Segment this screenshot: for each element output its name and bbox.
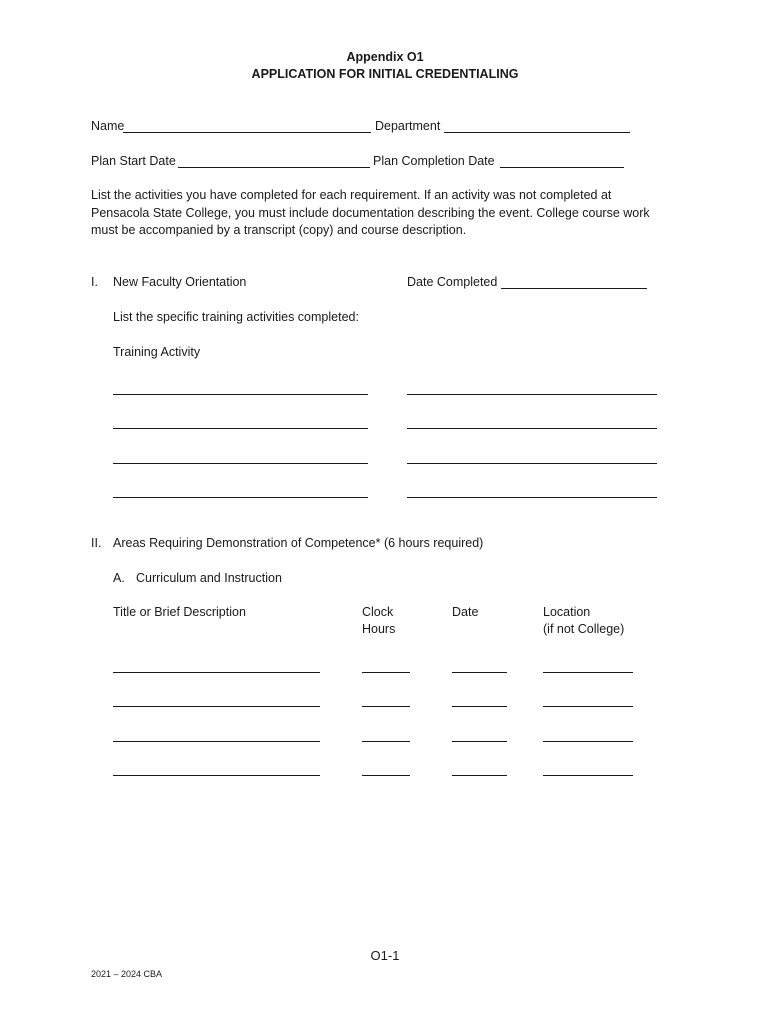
location-header-line2: (if not College): [543, 622, 625, 636]
subsection-a-heading: Curriculum and Instruction: [136, 571, 282, 585]
page-number: O1-1: [370, 948, 400, 963]
training-activity-label: Training Activity: [113, 345, 201, 359]
appendix-label: Appendix O1: [346, 50, 424, 64]
curriculum-title-field-4[interactable]: [113, 775, 320, 776]
curriculum-location-field-4[interactable]: [543, 775, 633, 776]
curriculum-title-field-2[interactable]: [113, 706, 320, 707]
plan-completion-label: Plan Completion Date: [373, 154, 495, 168]
title-column-header: Title or Brief Description: [113, 605, 246, 619]
training-activity-field-1a[interactable]: [113, 394, 368, 395]
curriculum-date-field-3[interactable]: [452, 741, 507, 742]
curriculum-hours-field-1[interactable]: [362, 672, 410, 673]
plan-start-field[interactable]: [178, 167, 370, 168]
name-field-label: Name: [91, 119, 125, 133]
training-activity-field-4b[interactable]: [407, 497, 657, 498]
date-completed-label: Date Completed: [407, 275, 498, 289]
date-completed-field[interactable]: [501, 288, 647, 289]
training-activity-field-2a[interactable]: [113, 428, 368, 429]
contract-footer: 2021 – 2024 CBA: [91, 969, 163, 979]
curriculum-hours-field-4[interactable]: [362, 775, 410, 776]
location-header-line1: Location: [543, 605, 591, 619]
date-column-header: Date: [452, 605, 479, 619]
department-field-label: Department: [375, 119, 441, 133]
training-activity-field-2b[interactable]: [407, 428, 657, 429]
curriculum-date-field-2[interactable]: [452, 706, 507, 707]
subsection-a-letter: A.: [113, 571, 125, 585]
plan-start-label: Plan Start Date: [91, 154, 176, 168]
training-prompt: List the specific training activities completed:: [113, 310, 359, 324]
department-field[interactable]: [444, 132, 630, 133]
curriculum-date-field-4[interactable]: [452, 775, 507, 776]
curriculum-hours-field-2[interactable]: [362, 706, 410, 707]
section1-heading: New Faculty Orientation: [113, 275, 247, 289]
section2-numeral: II.: [91, 536, 102, 550]
section1-numeral: I.: [91, 275, 98, 289]
curriculum-location-field-3[interactable]: [543, 741, 633, 742]
page-title: APPLICATION FOR INITIAL CREDENTIALING: [251, 67, 519, 81]
curriculum-title-field-3[interactable]: [113, 741, 320, 742]
clock-hours-header-line2: Hours: [362, 622, 396, 636]
name-field[interactable]: [123, 132, 371, 133]
curriculum-location-field-2[interactable]: [543, 706, 633, 707]
clock-hours-header-line1: Clock: [362, 605, 394, 619]
curriculum-date-field-1[interactable]: [452, 672, 507, 673]
plan-completion-field[interactable]: [500, 167, 624, 168]
curriculum-location-field-1[interactable]: [543, 672, 633, 673]
training-activity-field-3a[interactable]: [113, 463, 368, 464]
training-activity-field-3b[interactable]: [407, 463, 657, 464]
curriculum-title-field-1[interactable]: [113, 672, 320, 673]
section2-heading: Areas Requiring Demonstration of Competence* (6 hours required): [113, 536, 484, 550]
curriculum-hours-field-3[interactable]: [362, 741, 410, 742]
training-activity-field-1b[interactable]: [407, 394, 657, 395]
training-activity-field-4a[interactable]: [113, 497, 368, 498]
instructions-paragraph: List the activities you have completed for each requirement. If an activity was not completed at Pensacola State College, you must include documentation describing the event. College course work must be accompanied by a transcript (copy) and course description.: [91, 188, 650, 237]
